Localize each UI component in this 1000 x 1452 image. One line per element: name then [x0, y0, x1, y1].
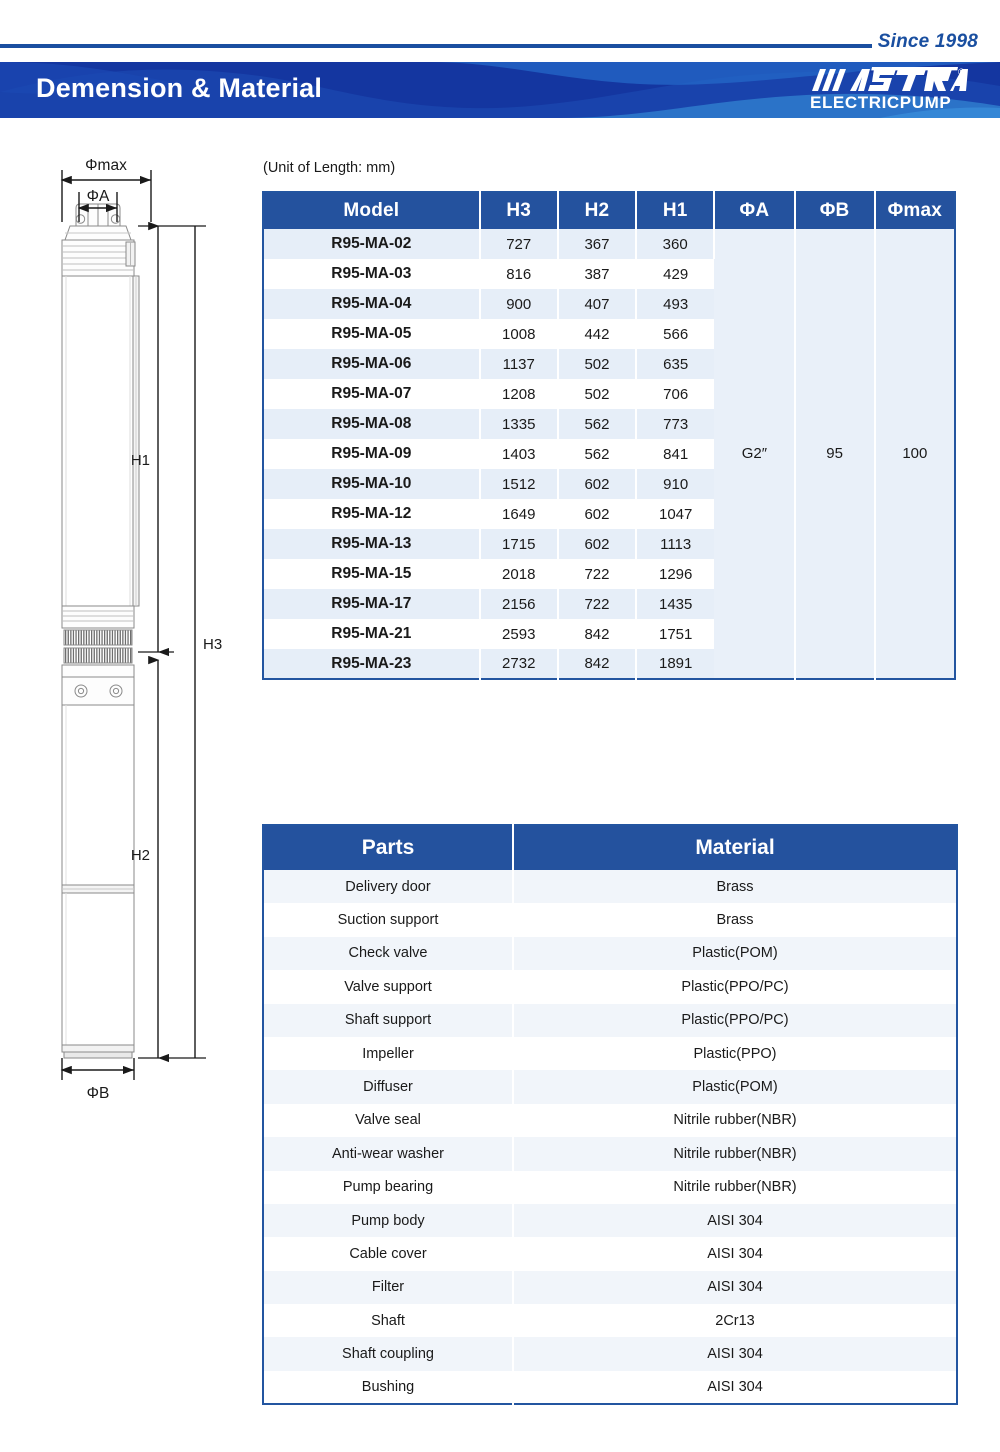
cell-part-name: Pump bearing	[263, 1171, 513, 1204]
cell-h1: 706	[636, 379, 714, 409]
parts-table-row	[263, 970, 957, 1003]
cell-h1: 1113	[636, 529, 714, 559]
cell-model: R95-MA-10	[263, 469, 480, 499]
cell-model: R95-MA-02	[263, 229, 480, 259]
parts-table-row	[263, 1237, 957, 1270]
cell-h2: 602	[558, 469, 636, 499]
col-parts: Parts	[263, 825, 513, 870]
parts-table-row	[263, 937, 957, 970]
cell-model: R95-MA-23	[263, 649, 480, 679]
cell-model: R95-MA-12	[263, 499, 480, 529]
cell-part-material: Plastic(POM)	[513, 937, 957, 970]
cell-h1: 1047	[636, 499, 714, 529]
cell-part-name: Valve support	[263, 970, 513, 1003]
cell-h2: 387	[558, 259, 636, 289]
cell-part-material: AISI 304	[513, 1237, 957, 1270]
cell-h2: 502	[558, 379, 636, 409]
since-text: Since 1998	[877, 31, 978, 52]
cell-h2: 562	[558, 409, 636, 439]
cell-part-material: Nitrile rubber(NBR)	[513, 1137, 957, 1170]
cell-part-material: AISI 304	[513, 1204, 957, 1237]
cell-part-material: Nitrile rubber(NBR)	[513, 1104, 957, 1137]
cell-h1: 773	[636, 409, 714, 439]
cell-h3: 727	[480, 229, 558, 259]
title-banner	[0, 62, 1000, 118]
cell-part-name: Anti-wear washer	[263, 1137, 513, 1170]
parts-table-row	[263, 1304, 957, 1337]
cell-model: R95-MA-03	[263, 259, 480, 289]
cell-model: R95-MA-21	[263, 619, 480, 649]
parts-table-row	[263, 1037, 957, 1070]
parts-table-row	[263, 1137, 957, 1170]
cell-model: R95-MA-05	[263, 319, 480, 349]
cell-part-name: Bushing	[263, 1371, 513, 1404]
cell-h1: 635	[636, 349, 714, 379]
cell-h2: 842	[558, 619, 636, 649]
cell-h3: 1512	[480, 469, 558, 499]
cell-h1: 429	[636, 259, 714, 289]
logo-subtitle: ELECTRICPUMP	[810, 93, 952, 112]
cell-h1: 360	[636, 229, 714, 259]
col-h1: H1	[636, 192, 714, 229]
cell-h3: 1008	[480, 319, 558, 349]
col-phi-b: ΦB	[795, 192, 875, 229]
cell-h2: 562	[558, 439, 636, 469]
label-h3: H3	[203, 636, 223, 653]
col-h3: H3	[480, 192, 558, 229]
page-header	[0, 0, 1000, 62]
cell-h2: 722	[558, 589, 636, 619]
mastra-logo-svg	[810, 67, 970, 93]
parts-table-row	[263, 1371, 957, 1404]
cell-part-name: Filter	[263, 1271, 513, 1304]
dimension-table	[262, 191, 956, 680]
cell-part-name: Suction support	[263, 903, 513, 936]
cell-phi-b-merged: 95	[795, 229, 875, 679]
cell-h3: 816	[480, 259, 558, 289]
parts-material-table	[262, 824, 958, 1405]
cell-part-material: Plastic(PPO/PC)	[513, 970, 957, 1003]
cell-h3: 1649	[480, 499, 558, 529]
cell-model: R95-MA-08	[263, 409, 480, 439]
cell-h3: 2732	[480, 649, 558, 679]
cell-model: R95-MA-07	[263, 379, 480, 409]
cell-h3: 900	[480, 289, 558, 319]
cell-h3: 2018	[480, 559, 558, 589]
cell-model: R95-MA-06	[263, 349, 480, 379]
dimension-table-row	[263, 229, 955, 259]
unit-note: (Unit of Length: mm)	[263, 160, 396, 176]
cell-h3: 1208	[480, 379, 558, 409]
cell-part-material: Plastic(POM)	[513, 1070, 957, 1103]
cell-h2: 407	[558, 289, 636, 319]
cell-phi-a-merged: G2″	[714, 229, 794, 679]
parts-table-row	[263, 1070, 957, 1103]
cell-phi-max-merged: 100	[875, 229, 955, 679]
cell-h2: 842	[558, 649, 636, 679]
cell-h3: 1137	[480, 349, 558, 379]
cell-h1: 493	[636, 289, 714, 319]
cell-part-name: Diffuser	[263, 1070, 513, 1103]
parts-table-row	[263, 1004, 957, 1037]
mastra-wordmark-icon	[810, 67, 970, 93]
cell-h3: 1715	[480, 529, 558, 559]
parts-table-row	[263, 1204, 957, 1237]
cell-h2: 502	[558, 349, 636, 379]
cell-part-material: Brass	[513, 870, 957, 903]
cell-part-name: Valve seal	[263, 1104, 513, 1137]
cell-h3: 1403	[480, 439, 558, 469]
parts-table-row	[263, 1337, 957, 1370]
cell-h1: 841	[636, 439, 714, 469]
cell-h3: 2593	[480, 619, 558, 649]
brand-logo	[810, 67, 970, 112]
parts-table-header-row	[263, 825, 957, 870]
cell-part-name: Check valve	[263, 937, 513, 970]
cell-part-material: AISI 304	[513, 1371, 957, 1404]
cell-h2: 442	[558, 319, 636, 349]
svg-text:®: ®	[958, 67, 965, 77]
parts-table-row	[263, 1171, 957, 1204]
header-rule	[0, 44, 872, 48]
cell-h2: 602	[558, 499, 636, 529]
cell-model: R95-MA-17	[263, 589, 480, 619]
cell-h3: 1335	[480, 409, 558, 439]
label-h1: H1	[130, 452, 150, 469]
col-phi-max: Φmax	[875, 192, 955, 229]
cell-part-name: Shaft coupling	[263, 1337, 513, 1370]
parts-table-row	[263, 903, 957, 936]
pump-dimension-drawing	[0, 130, 258, 1120]
cell-model: R95-MA-04	[263, 289, 480, 319]
cell-part-name: Impeller	[263, 1037, 513, 1070]
cell-part-material: 2Cr13	[513, 1304, 957, 1337]
col-model: Model	[263, 192, 480, 229]
cell-h1: 1435	[636, 589, 714, 619]
cell-part-material: Plastic(PPO)	[513, 1037, 957, 1070]
dimension-table-header-row	[263, 192, 955, 229]
parts-table-row	[263, 870, 957, 903]
cell-h1: 1296	[636, 559, 714, 589]
cell-model: R95-MA-13	[263, 529, 480, 559]
label-h2: H2	[130, 847, 150, 864]
cell-h2: 722	[558, 559, 636, 589]
cell-h2: 367	[558, 229, 636, 259]
cell-h1: 566	[636, 319, 714, 349]
cell-h3: 2156	[480, 589, 558, 619]
col-h2: H2	[558, 192, 636, 229]
cell-part-name: Cable cover	[263, 1237, 513, 1270]
cell-part-material: Brass	[513, 903, 957, 936]
label-phi-b: ΦB	[86, 1085, 110, 1102]
label-phi-a: ΦA	[86, 188, 110, 205]
parts-table-row	[263, 1271, 957, 1304]
cell-part-material: AISI 304	[513, 1337, 957, 1370]
page-title: Demension & Material	[36, 73, 323, 103]
cell-h1: 1891	[636, 649, 714, 679]
cell-part-name: Delivery door	[263, 870, 513, 903]
col-material: Material	[513, 825, 957, 870]
cell-part-name: Pump body	[263, 1204, 513, 1237]
cell-part-material: Nitrile rubber(NBR)	[513, 1171, 957, 1204]
cell-part-name: Shaft support	[263, 1004, 513, 1037]
cell-h2: 602	[558, 529, 636, 559]
parts-table-row	[263, 1104, 957, 1137]
cell-h1: 910	[636, 469, 714, 499]
cell-part-material: AISI 304	[513, 1271, 957, 1304]
cell-model: R95-MA-09	[263, 439, 480, 469]
pump-drawing-svg	[0, 130, 258, 1120]
cell-h1: 1751	[636, 619, 714, 649]
cell-part-name: Shaft	[263, 1304, 513, 1337]
cell-part-material: Plastic(PPO/PC)	[513, 1004, 957, 1037]
col-phi-a: ΦA	[714, 192, 794, 229]
label-phi-max: Φmax	[85, 157, 127, 174]
cell-model: R95-MA-15	[263, 559, 480, 589]
